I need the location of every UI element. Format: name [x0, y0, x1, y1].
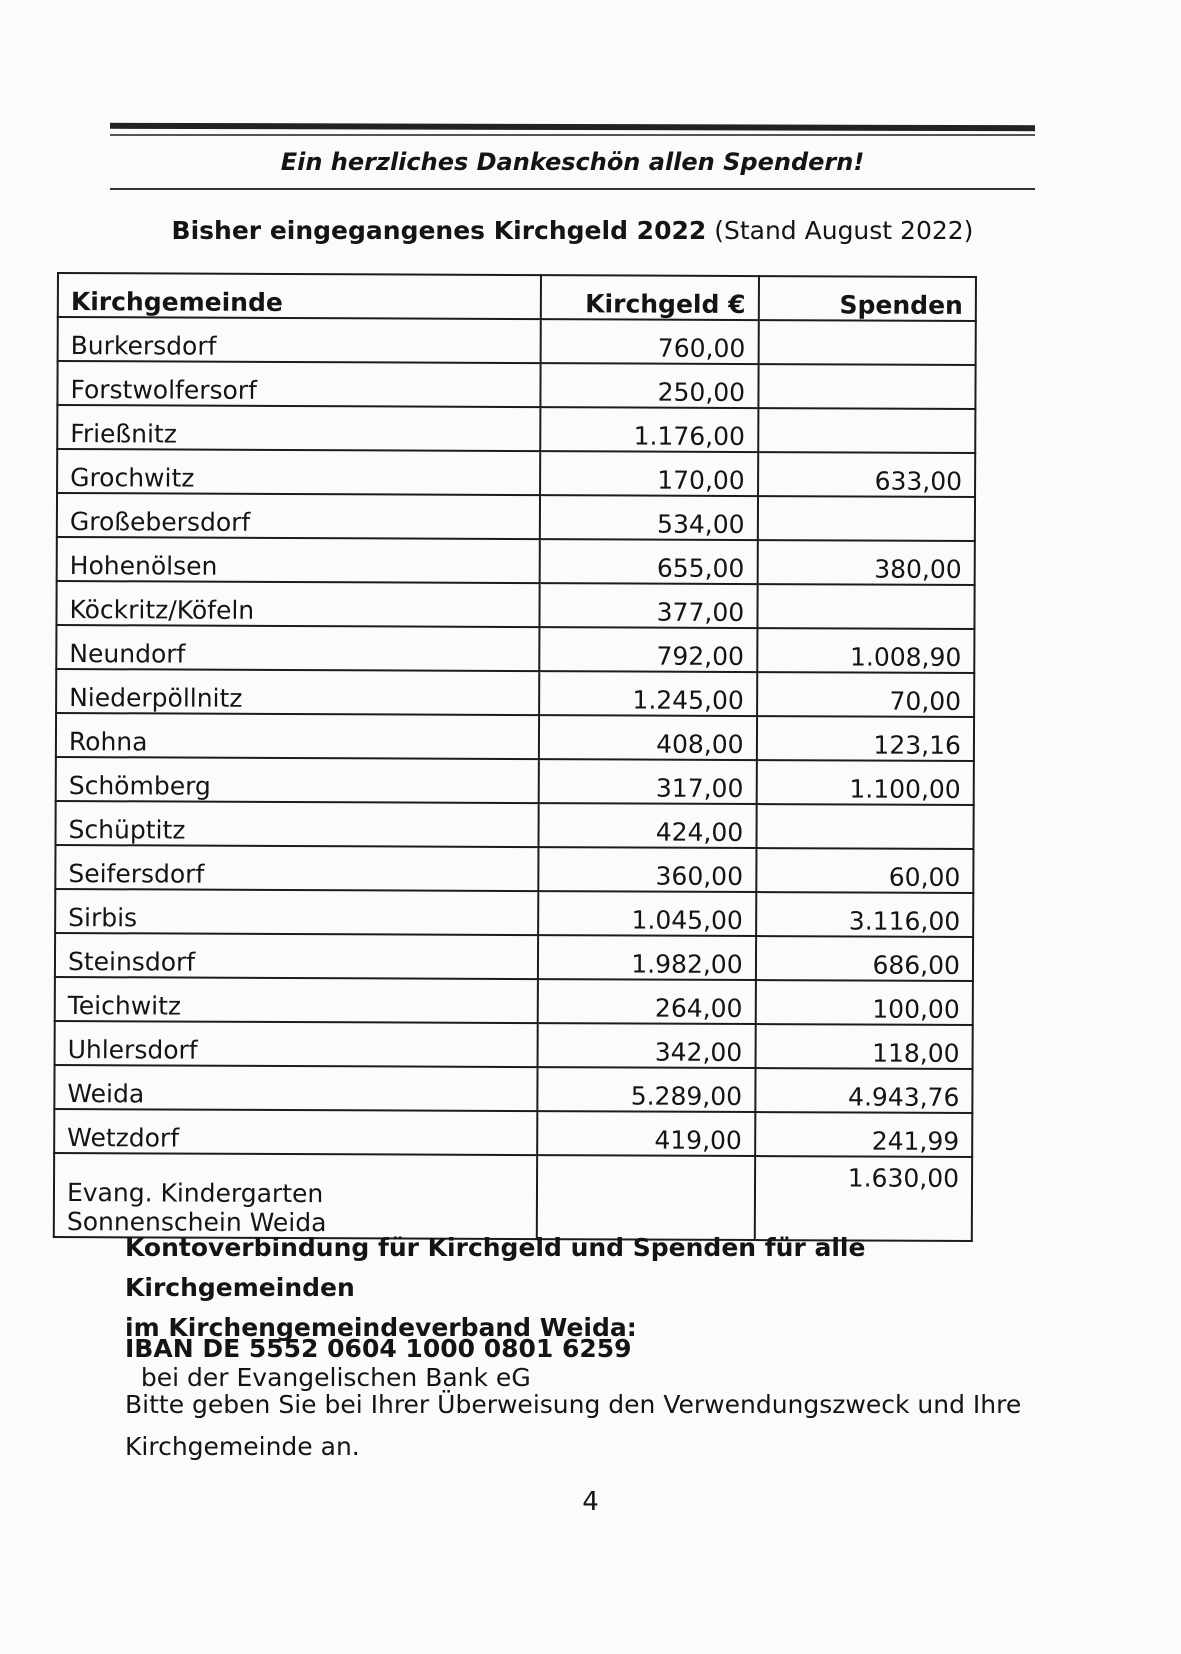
cell-spenden: 241,99	[755, 1112, 973, 1157]
cell-name: Schüptitz	[55, 801, 538, 847]
transfer-hint	[125, 1384, 1045, 1468]
bank-account-line2: im Kirchengemeindeverband Weida:	[125, 1313, 637, 1342]
table-row	[54, 1065, 972, 1113]
cell-name: Weida	[54, 1065, 537, 1111]
cell-name-kindergarten	[54, 1153, 537, 1239]
iban-bank: bei der Evangelischen Bank eG	[125, 1363, 531, 1392]
cell-kirchgeld: 1.045,00	[538, 891, 756, 936]
iban-number: IBAN DE 5552 0604 1000 0801 6259	[125, 1334, 632, 1363]
table-row	[56, 713, 974, 761]
cell-spenden	[757, 496, 975, 541]
cell-name: Steinsdorf	[55, 933, 538, 979]
table-header-row	[58, 273, 976, 321]
table-row	[56, 757, 974, 805]
cell-name: Frießnitz	[57, 405, 540, 451]
transfer-hint-line1: Bitte geben Sie bei Ihrer Überweisung den Verwendungszweck und Ihre	[125, 1390, 1022, 1419]
cell-spenden: 70,00	[757, 672, 975, 717]
cell-spenden: 1.630,00	[754, 1156, 972, 1241]
table-row	[58, 317, 976, 365]
bank-account-heading	[125, 1228, 1025, 1348]
cell-spenden	[758, 408, 976, 453]
cell-kirchgeld: 419,00	[537, 1111, 755, 1156]
cell-kirchgeld: 360,00	[538, 847, 756, 892]
table-row	[56, 625, 974, 673]
page-heading: Ein herzliches Dankeschön allen Spendern!	[280, 148, 865, 176]
cell-spenden	[758, 320, 976, 365]
table-row	[57, 537, 975, 585]
cell-kirchgeld: 655,00	[539, 539, 757, 584]
table-row	[57, 449, 975, 497]
header-spenden: Spenden	[758, 276, 976, 321]
table-row	[55, 933, 973, 981]
cell-spenden: 686,00	[756, 936, 974, 981]
table-row	[55, 801, 973, 849]
cell-spenden: 633,00	[758, 452, 976, 497]
cell-kirchgeld: 5.289,00	[537, 1067, 755, 1112]
cell-name: Niederpöllnitz	[56, 669, 539, 715]
transfer-hint-line2: Kirchgemeinde an.	[125, 1432, 360, 1461]
bank-account-line1: Kontoverbindung für Kirchgeld und Spenden für alle Kirchgemeinden	[125, 1233, 866, 1302]
table-row	[55, 845, 973, 893]
cell-name: Burkersdorf	[58, 317, 541, 363]
cell-kirchgeld: 408,00	[539, 715, 757, 760]
cell-kirchgeld: 377,00	[539, 583, 757, 628]
cell-spenden: 118,00	[755, 1024, 973, 1069]
cell-name: Teichwitz	[55, 977, 538, 1023]
cell-kirchgeld: 792,00	[539, 627, 757, 672]
cell-name: Sirbis	[55, 889, 538, 935]
cell-name: Uhlersdorf	[55, 1021, 538, 1067]
table-row	[57, 405, 975, 453]
cell-name: Neundorf	[56, 625, 539, 671]
table-title-date: (Stand August 2022)	[706, 216, 974, 245]
table-row	[55, 1021, 973, 1069]
cell-kirchgeld: 342,00	[537, 1023, 755, 1068]
cell-name: Schömberg	[56, 757, 539, 803]
cell-kirchgeld: 1.982,00	[538, 935, 756, 980]
page-number: 4	[582, 1487, 599, 1517]
table-title	[110, 216, 1035, 245]
table-row	[55, 977, 973, 1025]
header-kirchgemeinde: Kirchgemeinde	[58, 273, 541, 319]
cell-name: Köckritz/Köfeln	[56, 581, 539, 627]
header-kirchgeld: Kirchgeld €	[541, 275, 759, 320]
cell-kirchgeld: 760,00	[540, 319, 758, 364]
cell-kirchgeld: 1.245,00	[539, 671, 757, 716]
cell-name: Grochwitz	[57, 449, 540, 495]
cell-kirchgeld: 424,00	[538, 803, 756, 848]
kindergarten-line1: Evang. Kindergarten	[66, 1178, 324, 1209]
table-row	[56, 581, 974, 629]
cell-spenden: 1.008,90	[757, 628, 975, 673]
cell-name: Hohenölsen	[57, 537, 540, 583]
cell-spenden: 4.943,76	[755, 1068, 973, 1113]
cell-name: Rohna	[56, 713, 539, 759]
cell-kirchgeld: 534,00	[540, 495, 758, 540]
table-row	[57, 493, 975, 541]
cell-spenden: 1.100,00	[756, 760, 974, 805]
cell-spenden	[758, 364, 976, 409]
heading-rule	[110, 188, 1035, 190]
cell-spenden	[756, 804, 974, 849]
cell-spenden: 3.116,00	[756, 892, 974, 937]
table-row	[55, 889, 973, 937]
cell-spenden: 100,00	[755, 980, 973, 1025]
cell-spenden: 123,16	[757, 716, 975, 761]
table-title-bold: Bisher eingegangenes Kirchgeld 2022	[171, 216, 707, 245]
cell-name: Wetzdorf	[54, 1109, 537, 1155]
table-row	[54, 1109, 972, 1157]
cell-name: Forstwolfersorf	[57, 361, 540, 407]
cell-kirchgeld: 170,00	[540, 451, 758, 496]
cell-spenden	[757, 584, 975, 629]
cell-spenden: 60,00	[756, 848, 974, 893]
cell-kirchgeld: 250,00	[540, 363, 758, 408]
cell-name: Großebersdorf	[57, 493, 540, 539]
table-row	[57, 361, 975, 409]
cell-kirchgeld: 317,00	[538, 759, 756, 804]
cell-kirchgeld: 1.176,00	[540, 407, 758, 452]
cell-kirchgeld: 264,00	[538, 979, 756, 1024]
cell-spenden: 380,00	[757, 540, 975, 585]
kindergarten-line2: Sonnenschein Weida	[66, 1207, 327, 1238]
table-row	[56, 669, 974, 717]
top-thick-rule	[110, 123, 1035, 131]
kirchgeld-table	[53, 272, 977, 1242]
top-thin-rule	[110, 134, 1035, 136]
cell-name: Seifersdorf	[55, 845, 538, 891]
